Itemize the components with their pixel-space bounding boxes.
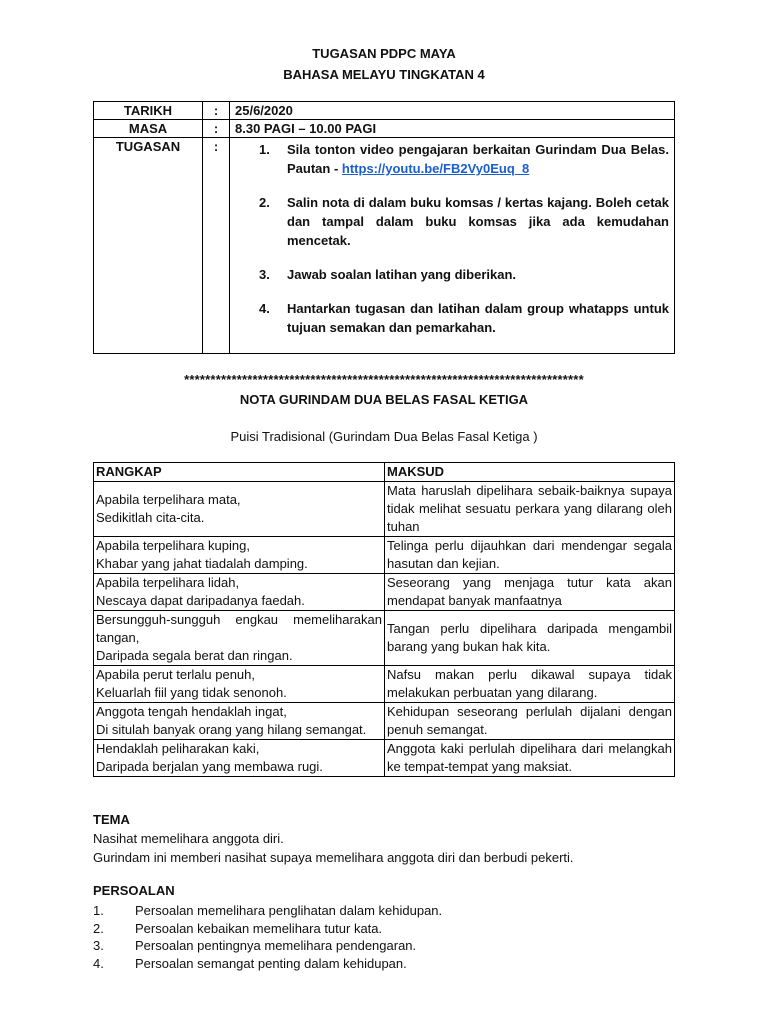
assignment-list-cell: [230, 138, 675, 354]
notes-title: NOTA GURINDAM DUA BELAS FASAL KETIGA: [239, 392, 529, 407]
document-subtitle: BAHASA MELAYU TINGKATAN 4: [283, 67, 485, 82]
colon: :: [203, 138, 230, 354]
task-item: 1. Sila tonton video pengajaran berkaitan Gurindam Dua Belas. Pautan - https://youtu.be/FB2Vy0Euq_8: [259, 142, 669, 176]
table-header-row: [94, 463, 675, 482]
rangkap-cell: Hendaklah peliharakan kaki, Daripada berjalan yang membawa rugi.: [94, 740, 385, 777]
task-table: [93, 101, 675, 354]
table-row: [94, 666, 675, 703]
colon: :: [203, 102, 230, 120]
persoalan-list: [93, 902, 442, 972]
table-row: [94, 740, 675, 777]
maksud-cell: Nafsu makan perlu dikawal supaya tidak melakukan perbuatan yang dilarang.: [385, 666, 675, 703]
task-list: [235, 140, 669, 337]
table-row: [94, 574, 675, 611]
document-title: TUGASAN PDPC MAYA: [312, 46, 456, 61]
tema-line: Nasihat memelihara anggota diri.: [93, 831, 284, 846]
separator-line: ****************************************************************************: [184, 372, 584, 387]
maksud-cell: Anggota kaki perlulah dipelihara dari melangkah ke tempat-tempat yang maksiat.: [385, 740, 675, 777]
rangkap-cell: Apabila terpelihara lidah, Nescaya dapat daripadanya faedah.: [94, 574, 385, 611]
list-item: 3. Persoalan pentingnya memelihara pendengaran.: [93, 938, 417, 953]
maksud-cell: Mata haruslah dipelihara sebaik-baiknya supaya tidak melihat sesuatu perkara yang dilarang oleh tuhan: [385, 482, 675, 537]
list-item: 4. Persoalan semangat penting dalam kehidupan.: [93, 955, 407, 971]
date-value: 25/6/2020: [230, 102, 675, 120]
tema-line: Gurindam ini memberi nasihat supaya memelihara anggota diri dan berbudi pekerti.: [93, 850, 574, 865]
task-item: 3. Jawab soalan latihan yang diberikan.: [259, 267, 517, 282]
time-label: MASA: [94, 120, 203, 138]
table-row: [94, 703, 675, 740]
maksud-cell: Tangan perlu dipelihara daripada mengambil barang yang bukan hak kita.: [385, 611, 675, 666]
rangkap-cell: Anggota tengah hendaklah ingat, Di situlah banyak orang yang hilang semangat.: [94, 703, 385, 740]
video-link[interactable]: https://youtu.be/FB2Vy0Euq_8: [341, 161, 530, 176]
maksud-cell: Kehidupan seseorang perlulah dijalani dengan penuh semangat.: [385, 703, 675, 740]
list-item: 2. Persoalan kebaikan memelihara tutur kata.: [93, 920, 383, 936]
rangkap-cell: Apabila terpelihara kuping, Khabar yang jahat tiadalah damping.: [94, 537, 385, 574]
persoalan-heading: PERSOALAN: [93, 883, 175, 898]
colon: :: [203, 120, 230, 138]
rangkap-cell: Apabila terpelihara mata, Sedikitlah cita-cita.: [94, 482, 385, 537]
task-row-assignment: [94, 138, 675, 354]
tema-heading: TEMA: [93, 812, 130, 827]
time-value: 8.30 PAGI – 10.00 PAGI: [230, 120, 675, 138]
task-row-time: [94, 120, 675, 138]
list-item: 1. Persoalan memelihara penglihatan dalam kehidupan.: [93, 903, 443, 918]
table-row: [94, 537, 675, 574]
assignment-label: TUGASAN: [94, 138, 203, 354]
task-item: 2. Salin nota di dalam buku komsas / kertas kajang. Boleh cetak dan tampal dalam buku komsas jika ada kemudahan mencetak.: [259, 195, 669, 248]
header-maksud: MAKSUD: [385, 463, 675, 482]
header-rangkap: RANGKAP: [94, 463, 385, 482]
gurindam-table: [93, 462, 675, 777]
maksud-cell: Telinga perlu dijauhkan dari mendengar segala hasutan dan kejian.: [385, 537, 675, 574]
task-item: 4. Hantarkan tugasan dan latihan dalam group whatapps untuk tujuan semakan dan pemarkahan.: [259, 301, 669, 335]
maksud-cell: Seseorang yang menjaga tutur kata akan mendapat banyak manfaatnya: [385, 574, 675, 611]
table-row: [94, 482, 675, 537]
date-label: TARIKH: [94, 102, 203, 120]
rangkap-cell: Bersungguh-sungguh engkau memeliharakan tangan, Daripada segala berat dan ringan.: [94, 611, 385, 666]
table-row: [94, 611, 675, 666]
rangkap-cell: Apabila perut terlalu penuh, Keluarlah fiil yang tidak senonoh.: [94, 666, 385, 703]
task-row-date: [94, 102, 675, 120]
notes-subtitle: Puisi Tradisional (Gurindam Dua Belas Fasal Ketiga ): [230, 429, 538, 444]
